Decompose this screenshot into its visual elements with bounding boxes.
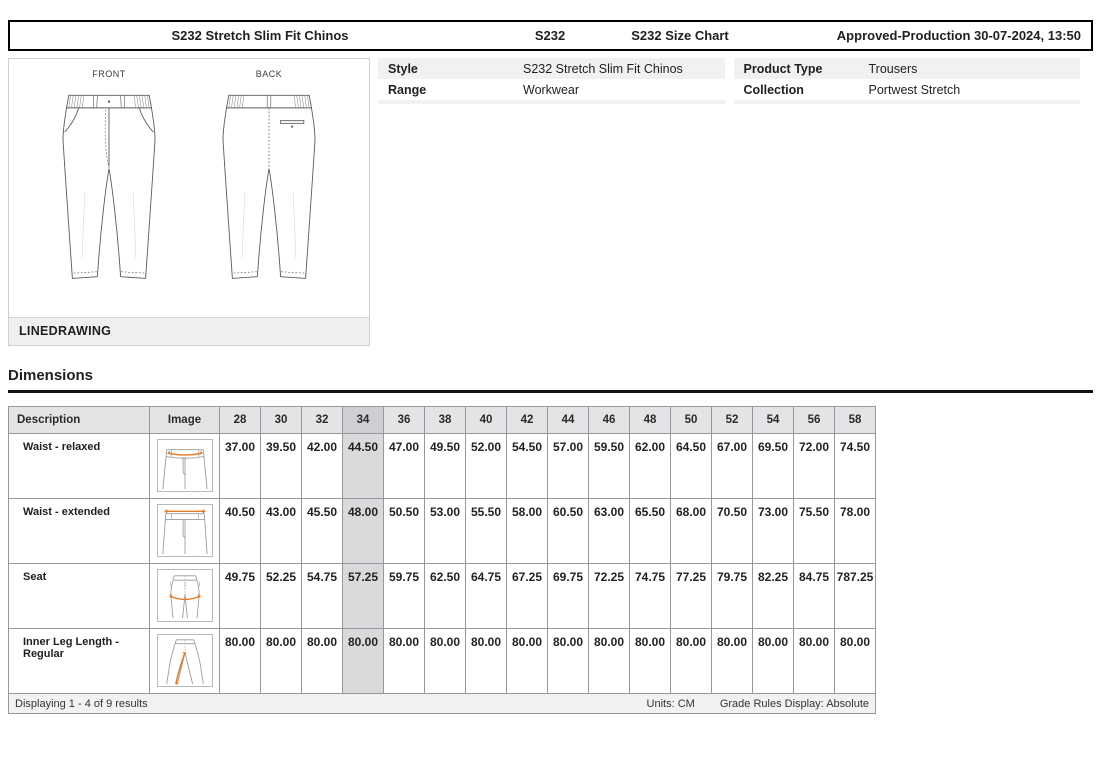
measurement-cell: 64.50: [670, 434, 711, 498]
measurement-cell: 80.00: [670, 629, 711, 693]
measurement-cell: 80.00: [260, 629, 301, 693]
measurement-cell: 80.00: [629, 629, 670, 693]
measurement-cell: 74.75: [629, 564, 670, 628]
range-label: Range: [388, 82, 427, 97]
measurement-cell: 63.00: [588, 499, 629, 563]
measurement-cell: 65.50: [629, 499, 670, 563]
measurement-cell: 80.00: [752, 629, 793, 693]
front-view-label: FRONT: [92, 69, 126, 79]
measurement-cell: 49.50: [424, 434, 465, 498]
size-column-header-44: 44: [547, 407, 588, 433]
style-label: Style: [388, 61, 418, 76]
dimension-image-cell: [149, 434, 219, 498]
product-type-value: Trousers: [868, 61, 918, 76]
dimension-description: Inner Leg Length - Regular: [23, 636, 119, 660]
style-info-right-table: [734, 58, 1081, 104]
measurement-cell: 73.00: [752, 499, 793, 563]
dimension-description: Waist - relaxed: [23, 441, 101, 453]
waist-relaxed-thumbnail: [157, 439, 213, 492]
measurement-cell: 48.00: [342, 499, 383, 563]
header-chart-title: S232 Size Chart: [631, 28, 729, 43]
measurement-cell: 54.50: [506, 434, 547, 498]
style-info-row: [378, 79, 725, 100]
dimension-row: [9, 498, 875, 563]
measurement-cell: 62.50: [424, 564, 465, 628]
size-column-header-52: 52: [711, 407, 752, 433]
product-type-label: Product Type: [743, 61, 823, 76]
size-column-header-36: 36: [383, 407, 424, 433]
measurement-cell: 40.50: [219, 499, 260, 563]
size-column-header-46: 46: [588, 407, 629, 433]
style-info-row: [734, 58, 1081, 79]
measurement-cell: 57.25: [342, 564, 383, 628]
measurement-cell: 39.50: [260, 434, 301, 498]
grade-rules-label: Grade Rules Display: Absolute: [719, 697, 869, 710]
dimension-description: Waist - extended: [23, 506, 110, 518]
document-header-bar: [8, 20, 1093, 51]
measurement-cell: 787.25: [834, 564, 875, 628]
measurement-cell: 80.00: [219, 629, 260, 693]
measurement-cell: 72.00: [793, 434, 834, 498]
size-column-header-58: 58: [834, 407, 875, 433]
dimensions-table-body: [9, 434, 875, 693]
measurement-cell: 68.00: [670, 499, 711, 563]
back-trouser-drawing: [202, 81, 336, 291]
measurement-cell: 54.75: [301, 564, 342, 628]
size-column-header-48: 48: [629, 407, 670, 433]
dimensions-table-footer: [9, 693, 875, 713]
measurement-cell: 37.00: [219, 434, 260, 498]
back-view-label: BACK: [255, 69, 283, 79]
dimension-row: [9, 434, 875, 498]
dimension-row: [9, 628, 875, 693]
style-value: S232 Stretch Slim Fit Chinos: [523, 61, 683, 76]
measurement-cell: 80.00: [547, 629, 588, 693]
back-view-figure: [202, 69, 336, 317]
measurement-cell: 80.00: [383, 629, 424, 693]
measurement-cell: 59.50: [588, 434, 629, 498]
dimension-image-cell: [149, 564, 219, 628]
size-column-header-56: 56: [793, 407, 834, 433]
trouser-linedrawings: [9, 59, 369, 317]
linedrawing-caption: LINEDRAWING: [9, 317, 369, 345]
measurement-cell: 69.50: [752, 434, 793, 498]
measurement-cell: 79.75: [711, 564, 752, 628]
range-value: Workwear: [523, 82, 580, 97]
measurement-cell: 43.00: [260, 499, 301, 563]
measurement-cell: 53.00: [424, 499, 465, 563]
measurement-cell: 75.50: [793, 499, 834, 563]
measurement-cell: 52.00: [465, 434, 506, 498]
style-info-left-table: [378, 58, 725, 104]
measurement-cell: 49.75: [219, 564, 260, 628]
units-label: Units: CM: [646, 697, 695, 710]
measurement-cell: 57.00: [547, 434, 588, 498]
size-column-header-38: 38: [424, 407, 465, 433]
measurement-cell: 80.00: [301, 629, 342, 693]
measurement-cell: 45.50: [301, 499, 342, 563]
header-approval-status: Approved-Production 30-07-2024, 13:50: [836, 28, 1081, 43]
measurement-cell: 80.00: [506, 629, 547, 693]
size-column-header-32: 32: [301, 407, 342, 433]
dimension-image-cell: [149, 499, 219, 563]
footer-settings: [647, 698, 869, 710]
measurement-cell: 60.50: [547, 499, 588, 563]
measurement-cell: 84.75: [793, 564, 834, 628]
dimensions-header-row: [9, 407, 875, 434]
dimension-description: Seat: [23, 571, 47, 583]
header-style-code: S232: [534, 28, 566, 43]
measurement-cell: 64.75: [465, 564, 506, 628]
size-column-header-50: 50: [670, 407, 711, 433]
size-column-header-42: 42: [506, 407, 547, 433]
dimension-image-cell: [149, 629, 219, 693]
measurement-cell: 80.00: [793, 629, 834, 693]
measurement-cell: 58.00: [506, 499, 547, 563]
top-content-row: [8, 58, 1093, 346]
size-column-header-40: 40: [465, 407, 506, 433]
measurement-cell: 69.75: [547, 564, 588, 628]
front-trouser-drawing: [42, 81, 176, 291]
style-info-row: [734, 79, 1081, 100]
dimensions-section-rule: [8, 390, 1093, 393]
style-info-row: [378, 58, 725, 79]
measurement-cell: 67.25: [506, 564, 547, 628]
measurement-cell: 80.00: [711, 629, 752, 693]
measurement-cell: 82.25: [752, 564, 793, 628]
measurement-cell: 74.50: [834, 434, 875, 498]
size-column-header-28: 28: [219, 407, 260, 433]
inner-leg-thumbnail: [157, 634, 213, 687]
dimensions-table: [8, 406, 876, 714]
measurement-cell: 80.00: [588, 629, 629, 693]
size-chart-page: [0, 20, 1101, 772]
style-info-section: [378, 58, 1093, 104]
measurement-cell: 47.00: [383, 434, 424, 498]
measurement-cell: 80.00: [424, 629, 465, 693]
collection-label: Collection: [743, 82, 804, 97]
measurement-cell: 67.00: [711, 434, 752, 498]
measurement-cell: 80.00: [834, 629, 875, 693]
measurement-cell: 80.00: [465, 629, 506, 693]
row-divider: [734, 100, 1081, 104]
measurement-cell: 42.00: [301, 434, 342, 498]
size-column-header-54: 54: [752, 407, 793, 433]
measurement-cell: 80.00: [342, 629, 383, 693]
measurement-cell: 59.75: [383, 564, 424, 628]
measurement-cell: 50.50: [383, 499, 424, 563]
dimensions-heading: Dimensions: [8, 367, 94, 384]
row-divider: [378, 100, 725, 104]
results-count: Displaying 1 - 4 of 9 results: [15, 697, 148, 710]
waist-extended-thumbnail: [157, 504, 213, 557]
header-style-name: S232 Stretch Slim Fit Chinos: [171, 28, 349, 43]
linedrawing-panel: [8, 58, 370, 346]
measurement-cell: 52.25: [260, 564, 301, 628]
measurement-cell: 62.00: [629, 434, 670, 498]
image-column-header: Image: [149, 407, 219, 433]
size-column-header-34: 34: [342, 407, 383, 433]
seat-thumbnail: [157, 569, 213, 622]
measurement-cell: 44.50: [342, 434, 383, 498]
front-view-figure: [42, 69, 176, 317]
measurement-cell: 55.50: [465, 499, 506, 563]
collection-value: Portwest Stretch: [868, 82, 961, 97]
measurement-cell: 70.50: [711, 499, 752, 563]
dimension-row: [9, 563, 875, 628]
measurement-cell: 77.25: [670, 564, 711, 628]
measurement-cell: 78.00: [834, 499, 875, 563]
measurement-cell: 72.25: [588, 564, 629, 628]
description-column-header: Description: [17, 414, 81, 426]
size-column-header-30: 30: [260, 407, 301, 433]
